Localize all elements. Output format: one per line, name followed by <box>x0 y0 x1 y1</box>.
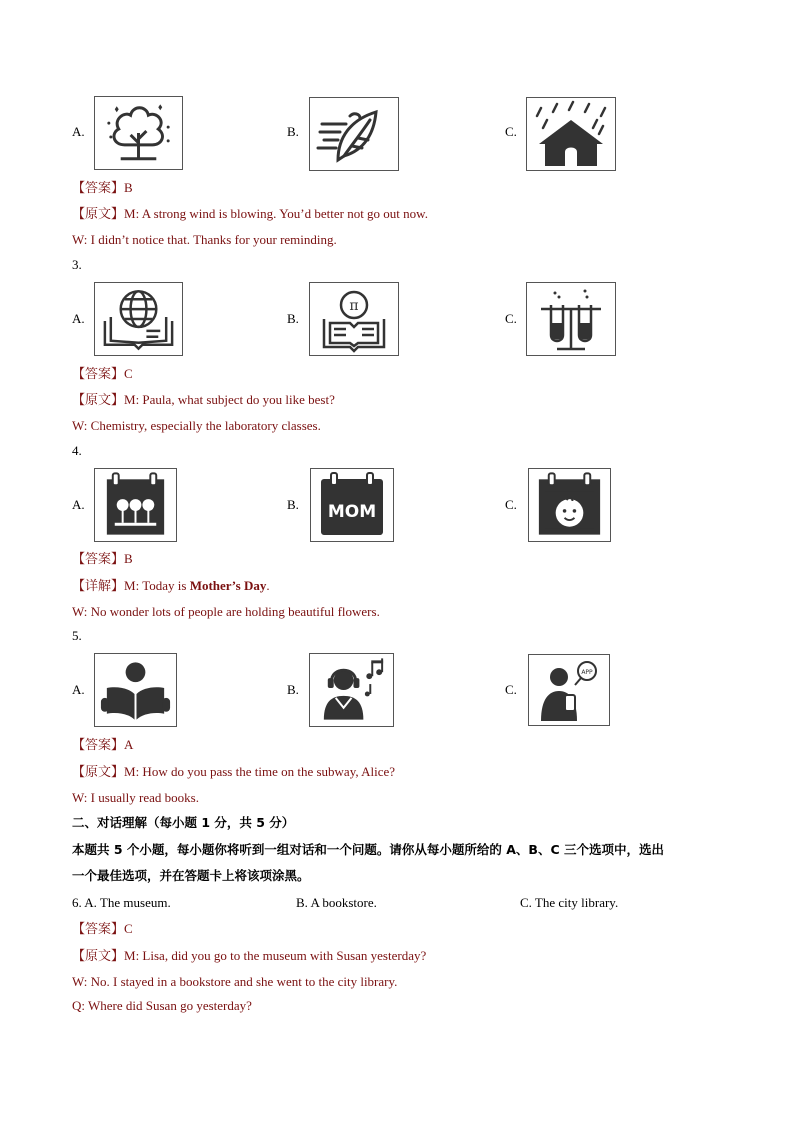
option-letter-c: C. <box>505 497 517 512</box>
script-line-2-q5: W: I usually read books. <box>72 790 199 805</box>
script-text: M: Lisa, did you go to the museum with Susan yesterday? <box>124 948 427 963</box>
script-line-1-q5 <box>72 764 395 781</box>
tree-icon <box>94 96 183 170</box>
question-number-3: 3. <box>72 257 82 272</box>
rain-house-icon <box>526 97 616 171</box>
question-number-4: 4. <box>72 443 82 458</box>
answer-tag: 【答案】 <box>72 367 125 382</box>
answer-line-q6 <box>72 921 133 938</box>
section-instruction-1: 本题共 5 个小题，每小题你将听到一组对话和一个问题。请你从每小题所给的 A、B、C 三个选项中，选出 <box>72 842 664 857</box>
script-tag: 【原文】 <box>72 207 125 222</box>
person-phone-app-icon <box>528 654 610 726</box>
script-line-1-q6 <box>72 948 426 965</box>
script-text: M: A strong wind is blowing. You’d better not go out now. <box>124 206 428 221</box>
answer-value: C <box>124 366 133 381</box>
script-line-3-q6: Q: Where did Susan go yesterday? <box>72 998 252 1013</box>
option-letter-b: B. <box>287 124 299 139</box>
answer-line-q4 <box>72 551 133 568</box>
script-tag: 【原文】 <box>72 393 125 408</box>
script-line-1-q4 <box>72 578 270 595</box>
question-number-5: 5. <box>72 628 82 643</box>
script-line-2-q4: W: No wonder lots of people are holding beautiful flowers. <box>72 604 380 619</box>
option-letter-b: B. <box>287 682 299 697</box>
answer-line-q3 <box>72 366 133 383</box>
script-tag: 【详解】 <box>72 579 125 594</box>
section-heading: 二、对话理解（每小题 1 分，共 5 分） <box>72 815 295 830</box>
script-line-1-q3 <box>72 392 335 409</box>
option-letter-b: B. <box>287 497 299 512</box>
q6-option-c: C. The city library. <box>520 895 619 910</box>
person-headphones-music-icon <box>309 653 394 727</box>
answer-line-q5 <box>72 737 133 754</box>
answer-value: B <box>124 551 133 566</box>
script-line-2-q2: W: I didn’t notice that. Thanks for your reminding. <box>72 232 337 247</box>
answer-tag: 【答案】 <box>72 738 125 753</box>
answer-tag: 【答案】 <box>72 922 125 937</box>
answer-line-q2 <box>72 180 133 197</box>
answer-value: A <box>124 737 134 752</box>
option-letter-a: A. <box>72 311 85 326</box>
section-instruction-2: 一个最佳选项，并在答题卡上将该项涂黑。 <box>72 868 310 883</box>
calendar-baby-icon <box>528 468 611 542</box>
answer-value: B <box>124 180 133 195</box>
answer-value: C <box>124 921 133 936</box>
script-line-1-q2 <box>72 206 428 223</box>
script-text-prefix: M: Today is <box>124 578 190 593</box>
option-letter-a: A. <box>72 124 85 139</box>
q6-option-b: B. A bookstore. <box>296 895 377 910</box>
calendar-mom-icon <box>310 468 394 542</box>
option-letter-c: C. <box>505 682 517 697</box>
test-tubes-icon <box>526 282 616 356</box>
calendar-trees-icon <box>94 468 177 542</box>
script-line-2-q6: W: No. I stayed in a bookstore and she went to the city library. <box>72 974 398 989</box>
script-tag: 【原文】 <box>72 949 125 964</box>
option-letter-c: C. <box>505 124 517 139</box>
person-reading-icon <box>94 653 177 727</box>
script-text: M: How do you pass the time on the subway, Alice? <box>124 764 396 779</box>
script-text: M: Paula, what subject do you like best? <box>124 392 335 407</box>
wind-leaf-icon <box>309 97 399 171</box>
script-text-suffix: . <box>266 578 270 593</box>
script-text-bold: Mother’s Day <box>189 578 267 593</box>
svg-text:π: π <box>349 298 359 314</box>
option-letter-c: C. <box>505 311 517 326</box>
script-tag: 【原文】 <box>72 765 125 780</box>
globe-book-icon <box>94 282 183 356</box>
answer-tag: 【答案】 <box>72 552 125 567</box>
option-letter-b: B. <box>287 311 299 326</box>
app-text: APP <box>581 669 593 676</box>
answer-tag: 【答案】 <box>72 181 125 196</box>
mom-text: MOM <box>327 502 377 522</box>
pi-book-icon <box>309 282 399 356</box>
option-letter-a: A. <box>72 682 85 697</box>
option-letter-a: A. <box>72 497 85 512</box>
q6-option-a: 6. A. The museum. <box>72 895 171 910</box>
script-line-2-q3: W: Chemistry, especially the laboratory classes. <box>72 418 321 433</box>
